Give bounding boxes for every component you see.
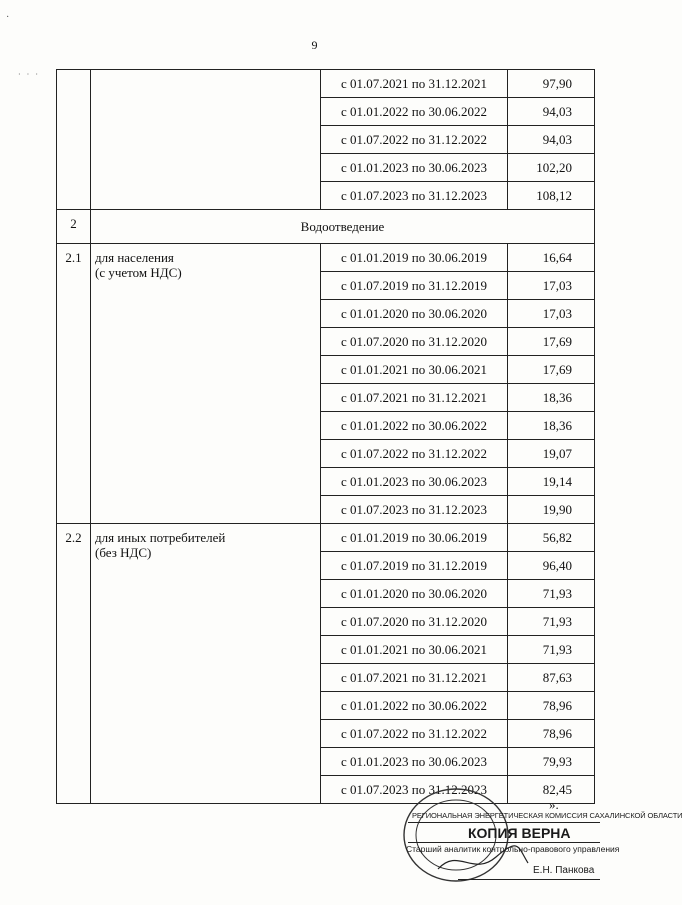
tariff-value-cell: 56,82 <box>508 524 595 552</box>
period-cell: с 01.01.2022 по 30.06.2022 <box>321 412 508 440</box>
page-number: 9 <box>311 38 318 52</box>
tariff-value-cell: 94,03 <box>508 126 595 154</box>
tariff-value-cell: 17,69 <box>508 356 595 384</box>
tariff-value-cell: 16,64 <box>508 244 595 272</box>
tariff-value-cell: 94,03 <box>508 98 595 126</box>
period-cell: с 01.07.2023 по 31.12.2023 <box>321 776 508 804</box>
table-row <box>57 244 595 272</box>
tariff-value-cell: 71,93 <box>508 636 595 664</box>
tariff-value-cell: 17,03 <box>508 272 595 300</box>
period-cell: с 01.01.2019 по 30.06.2019 <box>321 244 508 272</box>
period-cell: с 01.07.2022 по 31.12.2022 <box>321 126 508 154</box>
stamp-signatory: Е.Н. Панкова <box>533 865 595 876</box>
tariff-value-cell: 96,40 <box>508 552 595 580</box>
period-cell: с 01.01.2023 по 30.06.2023 <box>321 748 508 776</box>
certification-stamp <box>398 787 682 887</box>
period-cell: с 01.01.2023 по 30.06.2023 <box>321 154 508 182</box>
closing-quote: ». <box>549 797 559 812</box>
table-row <box>57 524 595 552</box>
period-cell: с 01.01.2022 по 30.06.2022 <box>321 98 508 126</box>
period-cell: с 01.07.2022 по 31.12.2022 <box>321 720 508 748</box>
item-description-cell: для населения (с учетом НДС) <box>91 244 321 524</box>
table-row <box>57 70 595 98</box>
period-cell: с 01.07.2022 по 31.12.2022 <box>321 440 508 468</box>
period-cell: с 01.01.2020 по 30.06.2020 <box>321 300 508 328</box>
item-description-cell: для иных потребителей (без НДС) <box>91 524 321 804</box>
tariff-value-cell: 17,03 <box>508 300 595 328</box>
tariff-value-cell: 79,93 <box>508 748 595 776</box>
tariff-value-cell: 78,96 <box>508 692 595 720</box>
period-cell: с 01.01.2022 по 30.06.2022 <box>321 692 508 720</box>
tariff-value-cell: 102,20 <box>508 154 595 182</box>
period-cell: с 01.07.2021 по 31.12.2021 <box>321 384 508 412</box>
stamp-signature-line <box>458 879 600 880</box>
tariff-table <box>56 69 595 804</box>
period-cell: с 01.01.2020 по 30.06.2020 <box>321 580 508 608</box>
period-cell: с 01.07.2020 по 31.12.2020 <box>321 608 508 636</box>
tariff-value-cell: 17,69 <box>508 328 595 356</box>
tariff-value-cell: 71,93 <box>508 608 595 636</box>
period-cell: с 01.07.2023 по 31.12.2023 <box>321 182 508 210</box>
period-cell: с 01.07.2021 по 31.12.2021 <box>321 664 508 692</box>
tariff-value-cell: 87,63 <box>508 664 595 692</box>
stamp-position: Старший аналитик контрольно-правового управления <box>406 844 620 854</box>
tariff-value-cell: 97,90 <box>508 70 595 98</box>
tariff-value-cell: 18,36 <box>508 412 595 440</box>
tariff-value-cell: 18,36 <box>508 384 595 412</box>
section-title-cell: Водоотведение <box>91 210 595 244</box>
item-number-cell: 2.1 <box>57 244 91 524</box>
tariff-value-cell: 71,93 <box>508 580 595 608</box>
period-cell: с 01.01.2021 по 30.06.2021 <box>321 636 508 664</box>
period-cell: с 01.07.2020 по 31.12.2020 <box>321 328 508 356</box>
section-number-cell: 2 <box>57 210 91 244</box>
stamp-organization: РЕГИОНАЛЬНАЯ ЭНЕРГЕТИЧЕСКАЯ КОМИССИЯ САХАЛИНСКОЙ ОБЛАСТИ <box>412 811 682 820</box>
period-cell: с 01.07.2021 по 31.12.2021 <box>321 70 508 98</box>
tariff-value-cell: 78,96 <box>508 720 595 748</box>
scan-speck: · <box>6 12 10 23</box>
period-cell: с 01.07.2019 по 31.12.2019 <box>321 552 508 580</box>
period-cell: с 01.01.2023 по 30.06.2023 <box>321 468 508 496</box>
item-description-cell <box>91 70 321 210</box>
section-header-row <box>57 210 595 244</box>
item-number-cell <box>57 70 91 210</box>
tariff-value-cell: 19,07 <box>508 440 595 468</box>
tariff-value-cell: 19,90 <box>508 496 595 524</box>
period-cell: с 01.07.2019 по 31.12.2019 <box>321 272 508 300</box>
tariff-value-cell: 19,14 <box>508 468 595 496</box>
stamp-divider <box>408 822 600 823</box>
period-cell: с 01.01.2019 по 30.06.2019 <box>321 524 508 552</box>
scan-speck: · · · <box>18 70 40 79</box>
tariff-value-cell: 108,12 <box>508 182 595 210</box>
period-cell: с 01.07.2023 по 31.12.2023 <box>321 496 508 524</box>
item-number-cell: 2.2 <box>57 524 91 804</box>
stamp-certified-copy: КОПИЯ ВЕРНА <box>468 825 571 841</box>
tariff-table-body <box>57 70 595 804</box>
stamp-divider <box>408 842 600 843</box>
tariff-value-cell: 82,45 <box>508 776 595 804</box>
period-cell: с 01.01.2021 по 30.06.2021 <box>321 356 508 384</box>
